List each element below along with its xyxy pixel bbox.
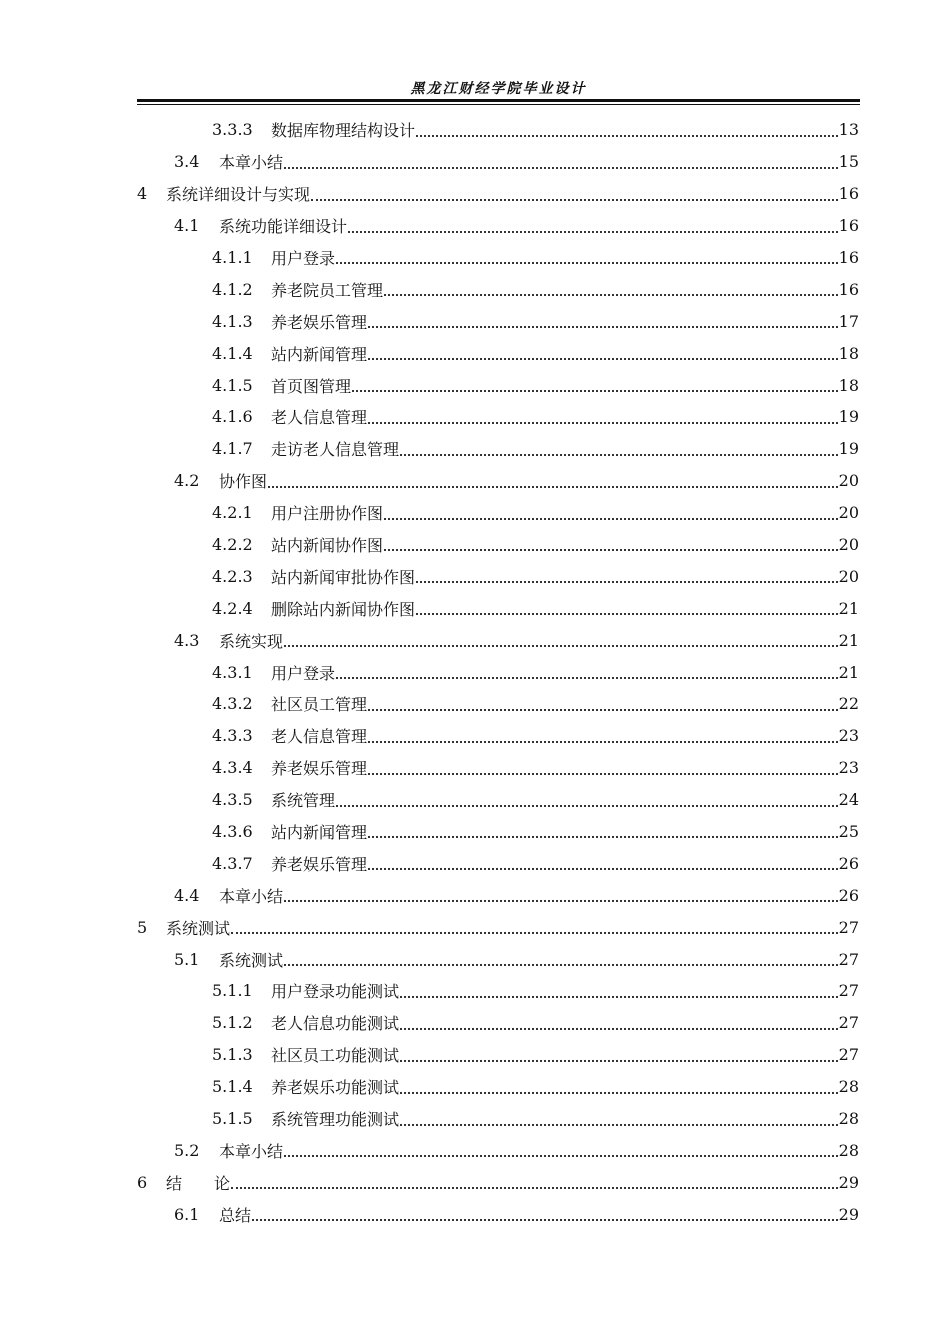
toc-entry-title: 养老娱乐管理: [271, 759, 368, 779]
toc-entry[interactable]: [137, 114, 859, 146]
toc-entry[interactable]: [137, 1071, 859, 1103]
toc-entry[interactable]: [137, 369, 859, 401]
toc-entry-page: 20: [838, 503, 859, 523]
toc-entry-number: 3.3.3: [212, 120, 253, 140]
toc-entry-page: 16: [838, 216, 859, 236]
toc-entry-title: 本章小结: [219, 886, 284, 906]
toc-entry[interactable]: [137, 911, 859, 943]
toc-entry-number: 4.3.5: [212, 790, 253, 810]
toc-entry-number: 4.1.4: [212, 343, 253, 363]
toc-entry-page: 26: [838, 853, 859, 873]
toc-entry-page: 27: [838, 917, 859, 937]
toc-dot-leader: [348, 222, 838, 233]
toc-entry[interactable]: [137, 816, 859, 848]
toc-entry-title: 老人信息管理: [271, 727, 368, 747]
toc-entry[interactable]: [137, 1007, 859, 1039]
toc-entry-title: 系统管理: [271, 791, 336, 811]
toc-dot-leader: [416, 126, 838, 137]
toc-entry-number: 4.2.4: [212, 598, 253, 618]
toc-entry-title: 养老娱乐功能测试: [271, 1078, 400, 1098]
toc-entry-title: 养老娱乐管理: [271, 854, 368, 874]
toc-entry[interactable]: [137, 1166, 859, 1198]
toc-entry-title: 结 论: [166, 1173, 231, 1193]
toc-entry[interactable]: [137, 784, 859, 816]
toc-entry-title: 走访老人信息管理: [271, 440, 400, 460]
toc-entry-number: 4.2: [174, 471, 200, 491]
toc-entry-title: 老人信息功能测试: [271, 1014, 400, 1034]
toc-entry[interactable]: [137, 1039, 859, 1071]
toc-entry-page: 24: [838, 790, 859, 810]
toc-entry-title: 站内新闻管理: [271, 344, 368, 364]
toc-entry[interactable]: [137, 847, 859, 879]
toc-entry-number: 5.1.3: [212, 1045, 253, 1065]
toc-entry-number: 5.1.5: [212, 1109, 253, 1129]
toc-dot-leader: [284, 1146, 838, 1157]
toc-entry-page: 21: [838, 630, 859, 650]
toc-entry-title: 站内新闻管理: [271, 823, 368, 843]
toc-dot-leader: [268, 477, 838, 488]
toc-entry-number: 4.3.7: [212, 853, 253, 873]
header-rule-thin: [137, 104, 860, 105]
toc-entry-number: 5.1: [174, 949, 200, 969]
toc-entry-page: 29: [838, 1204, 859, 1224]
toc-entry[interactable]: [137, 656, 859, 688]
toc-entry[interactable]: [137, 624, 859, 656]
toc-entry-number: 4.1.3: [212, 311, 253, 331]
toc-dot-leader: [352, 381, 838, 392]
toc-dot-leader: [252, 1210, 838, 1221]
toc-dot-leader: [384, 509, 838, 520]
toc-entry-page: 16: [838, 248, 859, 267]
toc-entry-title: 首页图管理: [271, 376, 352, 396]
toc-entry-title: 用户登录: [271, 249, 336, 268]
toc-entry-number: 4.1.2: [212, 279, 253, 299]
toc-entry-number: 4.3: [174, 630, 200, 650]
toc-entry[interactable]: [137, 943, 859, 975]
toc-entry[interactable]: [137, 305, 859, 337]
toc-entry-page: 21: [838, 598, 859, 618]
toc-entry[interactable]: [137, 529, 859, 561]
toc-dot-leader: [368, 732, 838, 743]
toc-entry-page: 23: [838, 758, 859, 778]
toc-dot-leader: [231, 1178, 838, 1189]
toc-entry[interactable]: [137, 401, 859, 433]
toc-entry-number: 5.1.4: [212, 1077, 253, 1097]
toc-entry-page: 19: [838, 439, 859, 459]
toc-entry-title: 用户登录功能测试: [271, 982, 400, 1002]
toc-entry-number: 4.2.1: [212, 503, 253, 523]
toc-entry-page: 19: [838, 407, 859, 427]
toc-entry[interactable]: [137, 592, 859, 624]
toc-entry[interactable]: [137, 210, 859, 242]
toc-dot-leader: [368, 349, 838, 360]
toc-entry-title: 系统管理功能测试: [271, 1110, 400, 1130]
toc-dot-leader: [311, 190, 838, 201]
toc-entry-number: 4.3.1: [212, 662, 253, 682]
toc-dot-leader: [400, 1115, 838, 1126]
toc-entry-page: 16: [838, 279, 859, 299]
toc-dot-leader: [400, 1083, 838, 1094]
toc-entry-title: 社区员工功能测试: [271, 1046, 400, 1066]
toc-entry-number: 5: [137, 917, 148, 937]
toc-dot-leader: [336, 668, 838, 679]
toc-entry[interactable]: [137, 720, 859, 752]
toc-entry-title: 协作图: [219, 472, 268, 492]
toc-entry-page: 18: [838, 375, 859, 395]
toc-entry-title: 系统测试: [219, 950, 284, 970]
toc-entry-title: 系统详细设计与实现: [166, 185, 311, 205]
toc-entry-title: 删除站内新闻协作图: [271, 599, 416, 619]
toc-entry-number: 4.3.2: [212, 694, 253, 714]
toc-entry-number: 4.3.3: [212, 726, 253, 746]
toc-entry-number: 3.4: [174, 152, 200, 172]
toc-entry-title: 数据库物理结构设计: [271, 121, 416, 141]
toc-entry[interactable]: [137, 1103, 859, 1135]
toc-entry[interactable]: [137, 560, 859, 592]
toc-dot-leader: [416, 604, 838, 615]
toc-entry-page: 27: [838, 1045, 859, 1065]
toc-entry-number: 4.3.4: [212, 758, 253, 778]
toc-entry-title: 社区员工管理: [271, 695, 368, 715]
toc-dot-leader: [284, 955, 838, 966]
toc-entry-page: 28: [838, 1077, 859, 1097]
toc-dot-leader: [336, 253, 838, 264]
toc-dot-leader: [400, 1051, 838, 1062]
toc-entry-number: 4.1.1: [212, 248, 253, 267]
toc-entry-page: 20: [838, 535, 859, 555]
toc-entry-page: 20: [838, 566, 859, 586]
toc-entry-page: 28: [838, 1109, 859, 1129]
toc-entry-number: 4.2.3: [212, 566, 253, 586]
toc-entry-title: 养老院员工管理: [271, 280, 384, 300]
toc-dot-leader: [368, 700, 838, 711]
toc-entry-page: 20: [838, 471, 859, 491]
toc-entry-number: 6: [137, 1172, 148, 1192]
header-title: 黑龙江财经学院毕业设计: [410, 81, 587, 97]
toc-entry[interactable]: [137, 688, 859, 720]
toc-entry-number: 4.3.6: [212, 822, 253, 842]
toc-entry-number: 4.1.5: [212, 375, 253, 395]
toc-entry-number: 5.2: [174, 1140, 200, 1160]
toc-entry-title: 用户登录: [271, 663, 336, 683]
toc-entry-page: 15: [838, 152, 859, 172]
table-of-contents: [137, 114, 859, 1230]
toc-entry-number: 4.1.7: [212, 439, 253, 459]
toc-entry-page: 13: [838, 120, 859, 140]
toc-entry-page: 18: [838, 343, 859, 363]
toc-entry-page: 26: [838, 885, 859, 905]
toc-entry-page: 25: [838, 822, 859, 842]
toc-entry[interactable]: [137, 242, 859, 274]
toc-entry-title: 系统测试: [166, 918, 231, 938]
toc-entry-page: 21: [838, 662, 859, 682]
toc-entry-title: 站内新闻协作图: [271, 536, 384, 556]
toc-dot-leader: [231, 923, 838, 934]
toc-entry[interactable]: [137, 1198, 859, 1230]
toc-entry[interactable]: [137, 433, 859, 465]
toc-entry-title: 系统实现: [219, 631, 284, 651]
toc-dot-leader: [368, 764, 838, 775]
toc-entry-number: 4.4: [174, 885, 200, 905]
toc-entry[interactable]: [137, 337, 859, 369]
toc-dot-leader: [400, 987, 838, 998]
toc-entry-page: 27: [838, 949, 859, 969]
toc-entry[interactable]: [137, 752, 859, 784]
toc-entry-number: 4: [137, 184, 148, 204]
toc-entry[interactable]: [137, 975, 859, 1007]
toc-entry-page: 23: [838, 726, 859, 746]
toc-dot-leader: [336, 796, 838, 807]
toc-entry-title: 站内新闻审批协作图: [271, 567, 416, 587]
toc-dot-leader: [384, 540, 838, 551]
toc-entry-title: 养老娱乐管理: [271, 312, 368, 332]
toc-entry-page: 28: [838, 1140, 859, 1160]
toc-dot-leader: [400, 1019, 838, 1030]
toc-entry-title: 老人信息管理: [271, 408, 368, 428]
toc-entry-title: 用户注册协作图: [271, 504, 384, 524]
toc-entry-title: 本章小结: [219, 1141, 284, 1161]
toc-entry[interactable]: [137, 497, 859, 529]
toc-entry-number: 4.1: [174, 216, 200, 236]
toc-dot-leader: [284, 891, 838, 902]
toc-dot-leader: [284, 158, 838, 169]
toc-dot-leader: [368, 317, 838, 328]
toc-entry-title: 系统功能详细设计: [219, 217, 348, 237]
toc-entry-number: 4.1.6: [212, 407, 253, 427]
toc-entry-page: 27: [838, 981, 859, 1001]
toc-entry-title: 总结: [219, 1205, 252, 1225]
toc-dot-leader: [416, 572, 838, 583]
toc-entry-number: 6.1: [174, 1204, 200, 1224]
toc-entry[interactable]: [137, 146, 859, 178]
toc-entry-number: 4.2.2: [212, 535, 253, 555]
header-rule-thick: [137, 99, 860, 102]
toc-entry[interactable]: [137, 178, 859, 210]
toc-dot-leader: [368, 827, 838, 838]
toc-dot-leader: [400, 445, 838, 456]
toc-dot-leader: [368, 859, 838, 870]
toc-entry[interactable]: [137, 273, 859, 305]
toc-entry-title: 本章小结: [219, 153, 284, 173]
toc-entry-page: 29: [838, 1172, 859, 1192]
toc-entry-number: 5.1.1: [212, 981, 253, 1001]
toc-dot-leader: [368, 413, 838, 424]
toc-entry-page: 17: [838, 311, 859, 331]
toc-dot-leader: [284, 636, 838, 647]
toc-entry[interactable]: [137, 465, 859, 497]
toc-dot-leader: [384, 285, 838, 296]
toc-entry[interactable]: [137, 879, 859, 911]
toc-entry-page: 27: [838, 1013, 859, 1033]
toc-entry-page: 22: [838, 694, 859, 714]
toc-entry[interactable]: [137, 1135, 859, 1167]
toc-entry-number: 5.1.2: [212, 1013, 253, 1033]
toc-entry-page: 16: [838, 184, 859, 204]
